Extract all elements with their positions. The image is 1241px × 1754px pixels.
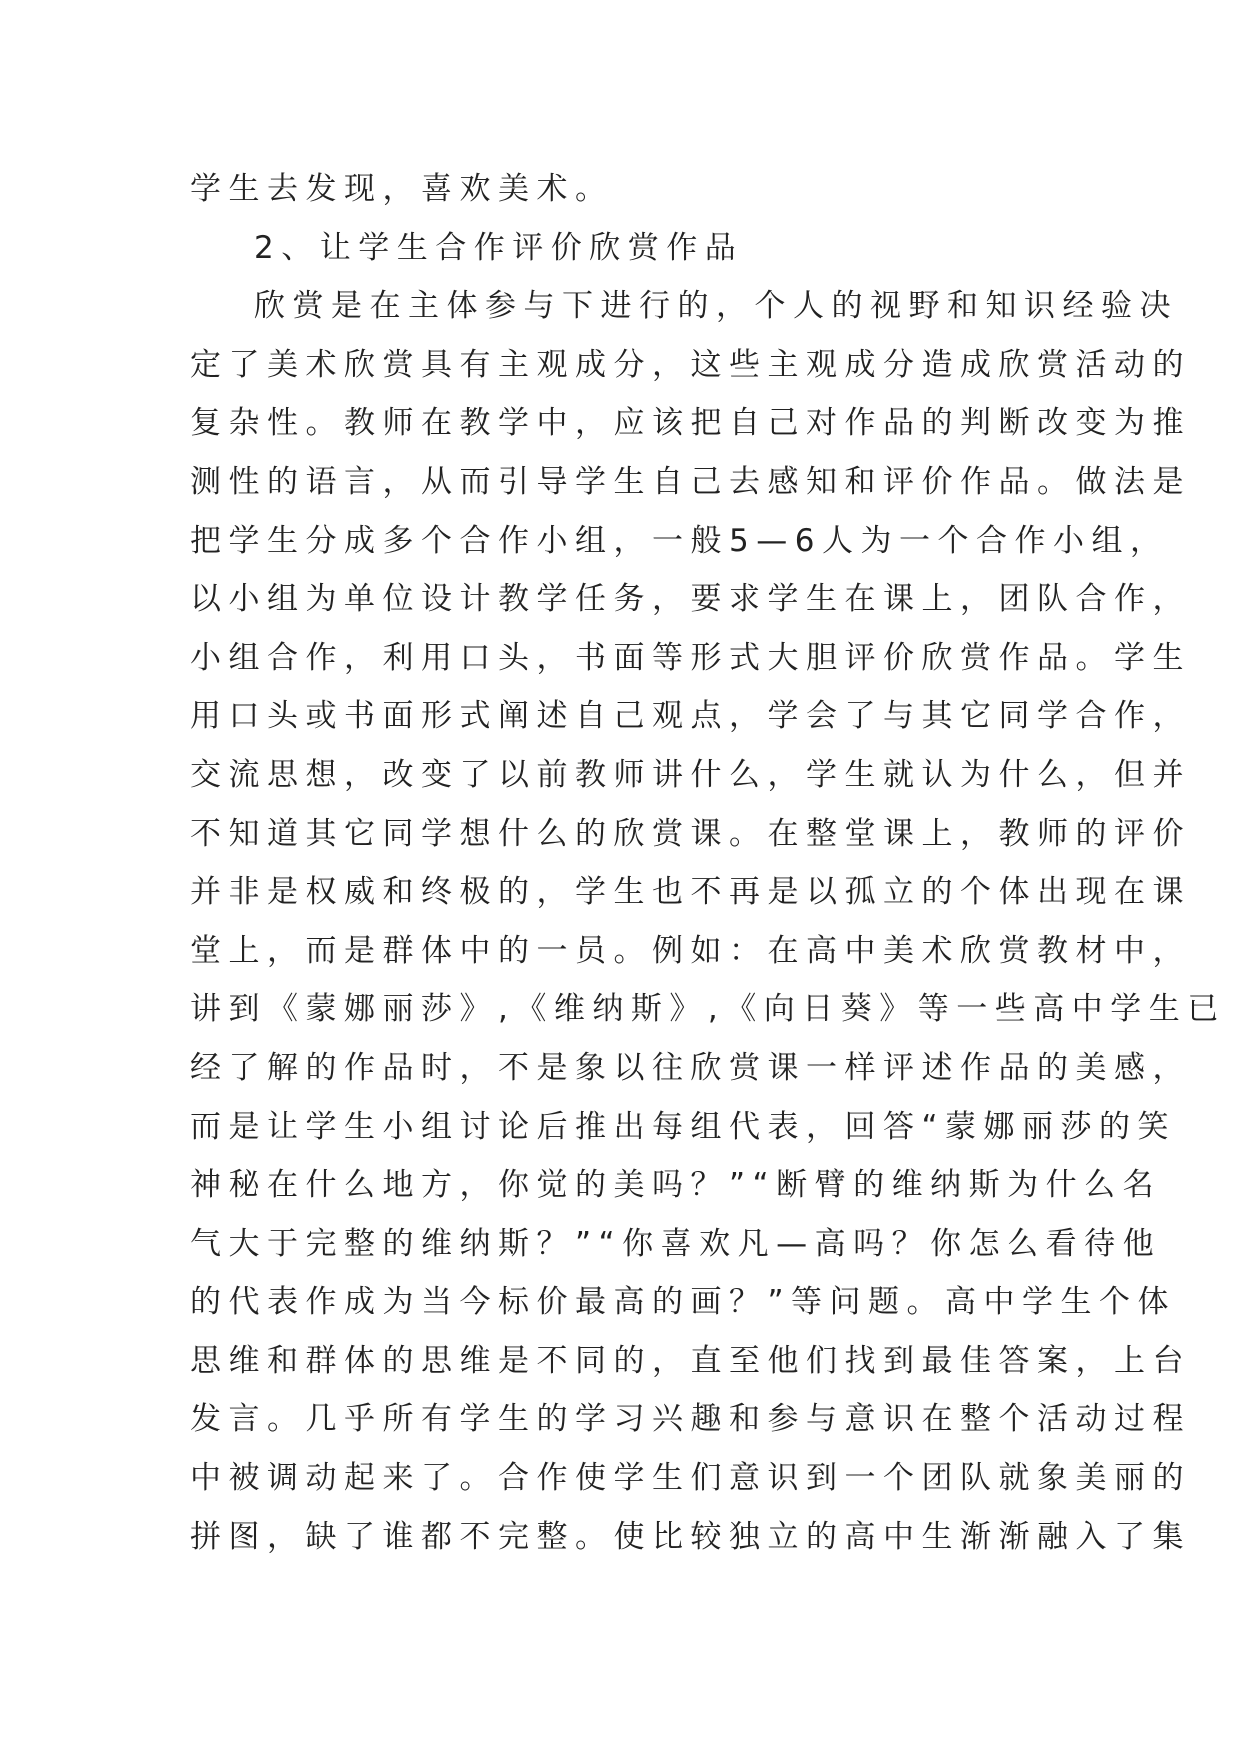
text-line: 定了美术欣赏具有主观成分，这些主观成分造成欣赏活动的 [190,346,1191,383]
text-line: 中被调动起来了。合作使学生们意识到一个团队就象美丽的 [190,1460,1191,1497]
text-line: 测性的语言，从而引导学生自己去感知和评价作品。做法是 [190,463,1191,500]
text-line: 用口头或书面形式阐述自己观点，学会了与其它同学合作， [190,698,1191,735]
text-line: 复杂性。教师在教学中，应该把自己对作品的判断改变为推 [190,405,1191,442]
text-line: 讲到《蒙娜丽莎》,《维纳斯》,《向日葵》等一些高中学生已 [190,991,1226,1028]
text-line: 思维和群体的思维是不同的，直至他们找到最佳答案，上台 [190,1342,1191,1379]
text-line: 不知道其它同学想什么的欣赏课。在整堂课上，教师的评价 [190,815,1191,852]
text-line: 学生去发现，喜欢美术。 [190,171,614,207]
paragraph-first-line: 欣赏是在主体参与下进行的，个人的视野和知识经验决 [254,288,1178,325]
text-line: 发言。几乎所有学生的学习兴趣和参与意识在整个活动过程 [190,1401,1191,1438]
text-line: 小组合作，利用口头，书面等形式大胆评价欣赏作品。学生 [190,639,1191,676]
text-line: 并非是权威和终极的，学生也不再是以孤立的个体出现在课 [190,874,1191,911]
body-text [190,160,1226,1566]
text-line: 的代表作成为当今标价最高的画？”等问题。高中学生个体 [190,1284,1177,1321]
text-line: 以小组为单位设计教学任务，要求学生在课上，团队合作， [190,581,1191,618]
text-line: 而是让学生小组讨论后推出每组代表，回答“蒙娜丽莎的笑 [190,1108,1177,1145]
text-line: 经了解的作品时，不是象以往欣赏课一样评述作品的美感， [190,1049,1191,1086]
text-line: 拼图，缺了谁都不完整。使比较独立的高中生渐渐融入了集 [190,1518,1191,1555]
text-line: 堂上，而是群体中的一员。例如：在高中美术欣赏教材中， [190,932,1191,969]
text-line: 交流思想，改变了以前教师讲什么，学生就认为什么，但并 [190,756,1191,793]
text-line: 气大于完整的维纳斯？”“你喜欢凡—高吗？你怎么看待他 [190,1225,1162,1262]
section-heading: 2、让学生合作评价欣赏作品 [254,229,744,266]
text-line: 把学生分成多个合作小组，一般5—6人为一个合作小组， [190,522,1169,559]
text-line: 神秘在什么地方，你觉的美吗？”“断臂的维纳斯为什么名 [190,1167,1162,1204]
